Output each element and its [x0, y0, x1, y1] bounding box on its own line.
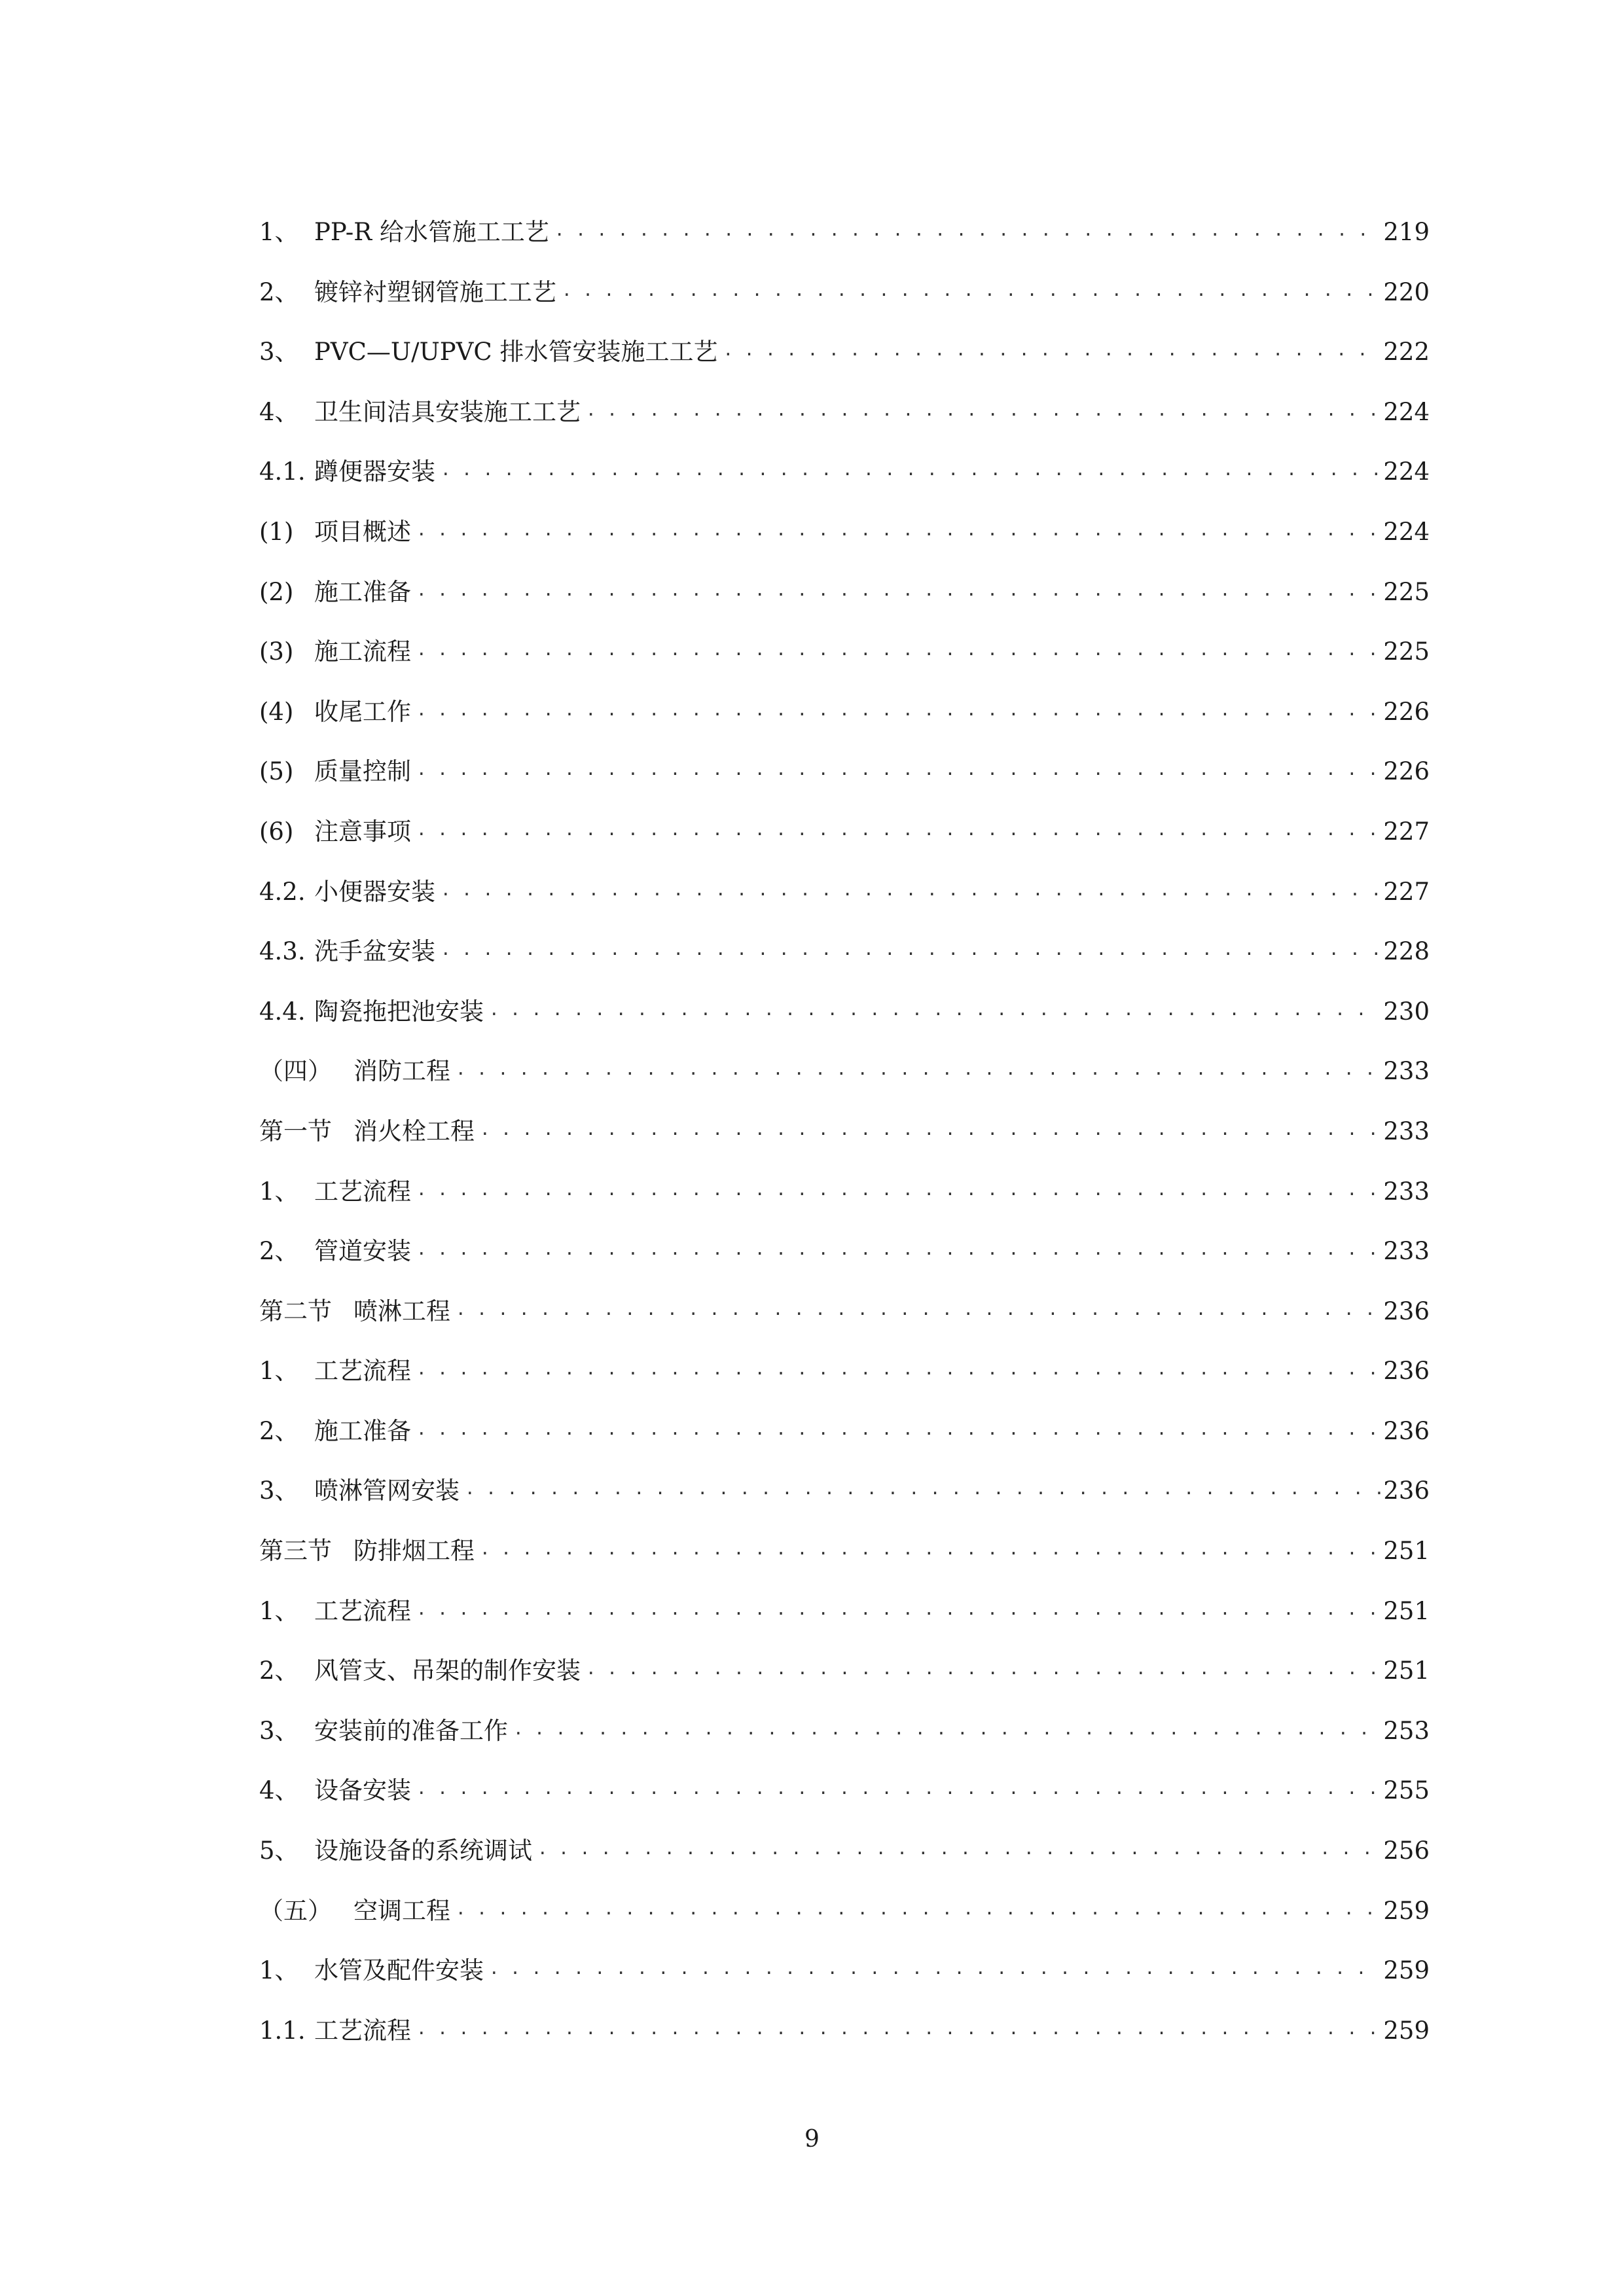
toc-entry-number: 1、: [259, 1357, 299, 1386]
toc-entry[interactable]: [259, 1895, 1430, 1955]
toc-dot-leader: [416, 755, 1381, 780]
toc-entry-title: 工艺流程: [314, 1177, 411, 1206]
toc-entry-page: 230: [1383, 997, 1430, 1026]
toc-dot-leader: [416, 2015, 1381, 2039]
toc-entry-number: 3、: [259, 1477, 299, 1505]
toc-entry-number: 第一节: [259, 1117, 332, 1145]
toc-entry-number: 第二节: [259, 1297, 332, 1325]
toc-entry-title: 施工准备: [314, 577, 411, 606]
toc-entry-title: 项目概述: [314, 517, 411, 546]
toc-entry-title: 风管支、吊架的制作安装: [314, 1657, 581, 1685]
toc-entry[interactable]: [259, 516, 1430, 576]
toc-entry[interactable]: [259, 876, 1430, 936]
toc-dot-leader: [416, 516, 1381, 540]
toc-entry-title: 喷淋工程: [353, 1297, 450, 1325]
toc-entry-title: 工艺流程: [314, 1596, 411, 1625]
toc-entry-number: (6): [259, 817, 294, 846]
toc-dot-leader: [489, 1954, 1381, 1979]
toc-entry-page: 236: [1383, 1357, 1430, 1386]
toc-entry-page: 259: [1383, 1896, 1430, 1925]
toc-dot-leader: [416, 1355, 1381, 1379]
toc-dot-leader: [416, 636, 1381, 660]
toc-entry-title: 空调工程: [353, 1896, 450, 1925]
toc-entry[interactable]: [259, 1055, 1430, 1115]
toc-entry-title: 注意事项: [314, 817, 411, 846]
toc-entry[interactable]: [259, 696, 1430, 756]
toc-entry[interactable]: [259, 1355, 1430, 1415]
toc-entry[interactable]: [259, 1655, 1430, 1715]
toc-entry-number: (4): [259, 697, 294, 726]
toc-dot-leader: [416, 1595, 1381, 1619]
toc-entry[interactable]: [259, 276, 1430, 336]
table-of-contents: [259, 216, 1430, 2074]
toc-dot-leader: [723, 336, 1381, 360]
toc-dot-leader: [537, 1835, 1381, 1859]
toc-entry-page: 251: [1383, 1537, 1430, 1566]
toc-entry-title: 收尾工作: [314, 697, 411, 726]
toc-entry-page: 251: [1383, 1657, 1430, 1685]
toc-entry[interactable]: [259, 216, 1430, 276]
toc-entry-page: 233: [1383, 1117, 1430, 1145]
toc-entry-number: 4.4.: [259, 997, 306, 1026]
toc-entry-page: 227: [1383, 817, 1430, 846]
toc-entry-page: 226: [1383, 757, 1430, 786]
toc-entry-title: 施工准备: [314, 1416, 411, 1445]
toc-entry-title: 施工流程: [314, 637, 411, 666]
toc-entry-page: 236: [1383, 1416, 1430, 1445]
toc-entry-number: 3、: [259, 338, 299, 367]
toc-dot-leader: [416, 1415, 1381, 1439]
toc-dot-leader: [586, 396, 1381, 420]
toc-entry-number: 4.2.: [259, 877, 306, 906]
toc-entry-page: 224: [1383, 397, 1430, 426]
toc-entry[interactable]: [259, 1535, 1430, 1595]
toc-entry-number: (1): [259, 517, 294, 546]
toc-entry-page: 259: [1383, 1956, 1430, 1985]
toc-entry[interactable]: [259, 1954, 1430, 2015]
toc-entry-number: 4.1.: [259, 457, 306, 486]
toc-entry-page: 219: [1383, 218, 1430, 246]
toc-entry-number: 第三节: [259, 1537, 332, 1566]
toc-dot-leader: [480, 1115, 1381, 1139]
toc-entry[interactable]: [259, 1175, 1430, 1236]
toc-dot-leader: [489, 996, 1381, 1020]
toc-entry-number: （四）: [259, 1057, 332, 1086]
toc-entry-page: 233: [1383, 1237, 1430, 1266]
toc-entry-page: 236: [1383, 1477, 1430, 1505]
toc-entry-page: 253: [1383, 1716, 1430, 1745]
toc-entry-title: PVC—U/UPVC 排水管安装施工工艺: [314, 338, 718, 367]
toc-dot-leader: [480, 1535, 1381, 1559]
toc-entry[interactable]: [259, 1715, 1430, 1775]
toc-entry-title: 安装前的准备工作: [314, 1716, 508, 1745]
toc-entry-title: 小便器安装: [314, 877, 435, 906]
toc-entry-title: 消防工程: [353, 1057, 450, 1086]
toc-entry-page: 256: [1383, 1837, 1430, 1865]
toc-dot-leader: [416, 816, 1381, 840]
toc-dot-leader: [441, 456, 1381, 480]
toc-dot-leader: [441, 876, 1381, 900]
toc-entry-number: 4、: [259, 397, 299, 426]
toc-entry-number: 1、: [259, 1956, 299, 1985]
toc-entry-page: 225: [1383, 577, 1430, 606]
toc-entry[interactable]: [259, 816, 1430, 876]
toc-entry-title: 设备安装: [314, 1776, 411, 1805]
toc-entry[interactable]: [259, 1295, 1430, 1355]
toc-entry-title: 防排烟工程: [353, 1537, 475, 1566]
toc-entry-number: 2、: [259, 1657, 299, 1685]
toc-entry-number: 3、: [259, 1716, 299, 1745]
toc-dot-leader: [456, 1295, 1381, 1319]
toc-entry[interactable]: [259, 1235, 1430, 1295]
toc-entry-number: (2): [259, 577, 294, 606]
toc-entry-title: 消火栓工程: [353, 1117, 475, 1145]
toc-dot-leader: [416, 696, 1381, 720]
toc-entry-title: 水管及配件安装: [314, 1956, 484, 1985]
toc-entry-title: 质量控制: [314, 757, 411, 786]
toc-entry[interactable]: [259, 1835, 1430, 1895]
toc-entry[interactable]: [259, 996, 1430, 1056]
toc-entry-title: 工艺流程: [314, 1357, 411, 1386]
toc-entry-number: 2、: [259, 1237, 299, 1266]
toc-entry[interactable]: [259, 636, 1430, 696]
toc-dot-leader: [586, 1655, 1381, 1679]
toc-entry[interactable]: [259, 2015, 1430, 2075]
toc-entry-page: 233: [1383, 1057, 1430, 1086]
toc-entry-number: 2、: [259, 278, 299, 306]
toc-entry-page: 224: [1383, 457, 1430, 486]
toc-entry-title: 陶瓷拖把池安装: [314, 997, 484, 1026]
toc-entry[interactable]: [259, 456, 1430, 516]
toc-dot-leader: [513, 1715, 1381, 1739]
toc-entry-title: PP-R 给水管施工工艺: [314, 218, 549, 246]
toc-entry[interactable]: [259, 396, 1430, 456]
toc-dot-leader: [416, 1235, 1381, 1259]
toc-entry-page: 222: [1383, 338, 1430, 367]
toc-entry[interactable]: [259, 576, 1430, 636]
toc-entry-number: 4、: [259, 1776, 299, 1805]
toc-entry-page: 225: [1383, 637, 1430, 666]
toc-entry-title: 镀锌衬塑钢管施工工艺: [314, 278, 556, 306]
toc-entry-title: 设施设备的系统调试: [314, 1837, 532, 1865]
toc-entry[interactable]: [259, 935, 1430, 996]
toc-entry[interactable]: [259, 1595, 1430, 1655]
toc-entry-title: 洗手盆安装: [314, 937, 435, 966]
toc-entry-number: 5、: [259, 1837, 299, 1865]
toc-entry-page: 233: [1383, 1177, 1430, 1206]
toc-entry-page: 228: [1383, 937, 1430, 966]
toc-entry-title: 卫生间洁具安装施工工艺: [314, 397, 581, 426]
toc-entry-page: 220: [1383, 278, 1430, 306]
toc-entry-number: (3): [259, 637, 294, 666]
toc-dot-leader: [562, 276, 1381, 300]
toc-dot-leader: [465, 1475, 1381, 1499]
toc-entry-number: 2、: [259, 1416, 299, 1445]
toc-dot-leader: [416, 1774, 1381, 1799]
toc-entry-title: 喷淋管网安装: [314, 1477, 460, 1505]
toc-entry-number: 1、: [259, 1596, 299, 1625]
toc-entry[interactable]: [259, 1774, 1430, 1835]
toc-entry[interactable]: [259, 1115, 1430, 1175]
toc-entry-page: 236: [1383, 1297, 1430, 1325]
toc-dot-leader: [416, 576, 1381, 600]
toc-entry-page: 251: [1383, 1596, 1430, 1625]
toc-dot-leader: [441, 935, 1381, 960]
toc-entry[interactable]: [259, 1475, 1430, 1535]
toc-entry-page: 226: [1383, 697, 1430, 726]
toc-dot-leader: [416, 1175, 1381, 1200]
toc-dot-leader: [456, 1055, 1381, 1079]
toc-entry[interactable]: [259, 336, 1430, 396]
toc-entry-number: 1.1.: [259, 2016, 306, 2045]
toc-entry-number: 4.3.: [259, 937, 306, 966]
toc-entry[interactable]: [259, 1415, 1430, 1475]
toc-entry-number: 1、: [259, 218, 299, 246]
toc-entry-page: 255: [1383, 1776, 1430, 1805]
toc-entry-title: 工艺流程: [314, 2016, 411, 2045]
toc-dot-leader: [554, 216, 1381, 240]
toc-entry[interactable]: [259, 755, 1430, 816]
toc-entry-number: 1、: [259, 1177, 299, 1206]
page-number: 9: [804, 2126, 820, 2153]
toc-entry-number: (5): [259, 757, 294, 786]
toc-entry-title: 管道安装: [314, 1237, 411, 1266]
toc-entry-page: 224: [1383, 517, 1430, 546]
toc-dot-leader: [456, 1895, 1381, 1919]
toc-entry-number: （五）: [259, 1896, 332, 1925]
toc-entry-title: 蹲便器安装: [314, 457, 435, 486]
toc-entry-page: 227: [1383, 877, 1430, 906]
toc-entry-page: 259: [1383, 2016, 1430, 2045]
